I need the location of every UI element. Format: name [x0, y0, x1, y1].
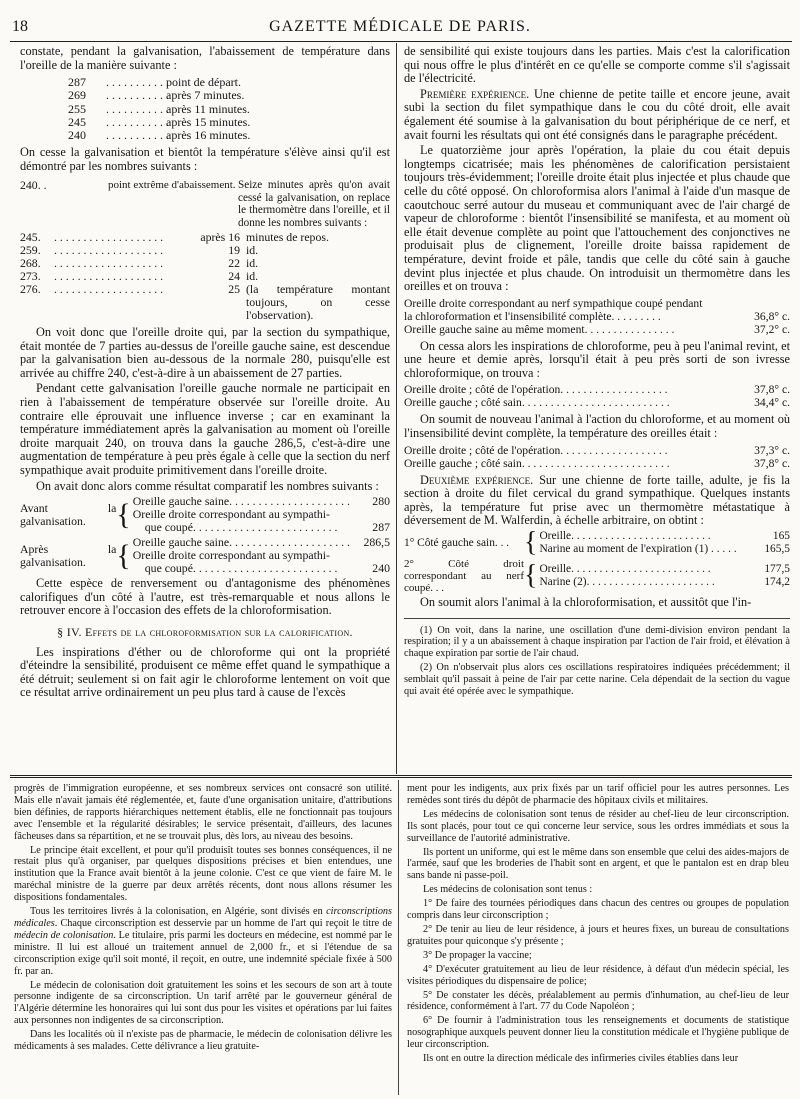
- table-row: 268. . . . . . . . . . . . . . . . . . . . 22 id.: [20, 256, 259, 271]
- bottom-right-column: [407, 783, 789, 1095]
- paragraph: constate, pendant la galvanisation, l'abaissement de température dans l'oreille de la manière suivante :: [20, 44, 390, 72]
- table-row: 273. . . . . . . . . . . . . . . . . . . . 24 id.: [20, 269, 259, 284]
- measurements-2: Oreille droite ; côté de l'opération. . . . . . . . . . . . . . . . . . . 37,8° c. Oreille gauche ; côté sain. . . . . . . . . . . . . . . . . . . . . . . . . . 34,4° c.: [404, 383, 790, 410]
- list-item: 3° De propager la vaccine;: [423, 949, 532, 961]
- paragraph: On soumit alors l'animal à la chloroformisation, et aussitôt que l'in-: [420, 595, 752, 610]
- temperature-table-galvanisation: [20, 76, 390, 142]
- list-item: 2° De tenir au lieu de leur résidence, à jours et heures fixes, un bureau de consultations gratuites pour quiconque s'y présente ;: [407, 923, 789, 947]
- paragraph: ment pour les indigents, aux prix fixés par un tarif officiel pour les autres personnes. Les remèdes sont tirés du dépôt de pharmacie des hôpitaux civils et militaires.: [407, 783, 789, 806]
- paragraph: On soumit de nouveau l'animal à l'action du chloroforme, et au moment où l'insensibilité devint complète, la température des oreilles était :: [404, 412, 790, 441]
- measurements-3: Oreille droite ; côté de l'opération. . . . . . . . . . . . . . . . . . . 37,3° c. Oreille gauche ; côté sain. . . . . . . . . . . . . . . . . . . . . . . . . . 37,8° c.: [404, 443, 790, 470]
- journal-title: GAZETTE MÉDICALE DE PARIS.: [269, 18, 531, 35]
- dog-left-measurements: 1° Côté gauche sain. . . { Oreille. . . . . . . . . . . . . . . . . . . . . . . . . 165 Narine au moment de l'expiration (1) . . . . . 165,5: [404, 527, 790, 559]
- paragraph: Tous les territoires livrés à la colonisation, en Algérie, sont divisés en circonscriptions médicales. Chaque circonscription est desservie par un homme de l'art qui reçoit le titre de médecin de colonisation. Le titulaire, pris parmi les docteurs en médecine, est nommé par le ministre. Il lui est alloué un traitement annuel de 2,000 fr., et si l'étendue de sa circonscription exige qu'il soit monté, il reçoit, en outre, une indemnité spéciale fixée à 500 fr. par an.: [14, 906, 392, 977]
- paragraph: Les médecins de colonisation sont tenus de résider au chef-lieu de leur circonscription. Ils sont placés, pour tout ce qui concerne leur service, sous les ordres immédiats et sous la surveillance de l'autorité administrative.: [407, 808, 789, 844]
- paragraph: Pendant cette galvanisation l'oreille gauche normale ne participait en rien à l'abaissement de température observée sur l'oreille droite. Au contraire elle éprouvait une influence inverse ; car en examinant la température immédiatement après la galvanisation au moment où l'oreille droite marquait 240, on trouva dans la gauche 286,5, c'est-à-dire une augmentation de température à peu près égale à celle que la section du nerf sympathique avait produite primitivement dans l'oreille droite.: [20, 381, 390, 477]
- dog-right-measurements: 2° Côté droit correspondant au nerf coupé. . . { Oreille. . . . . . . . . . . . . . . . . . . . . . . . . 177,5 Narine (2). . . . . . . . . . . . . . . . . . . . . . . 174,2: [404, 558, 790, 595]
- paragraph: On voit donc que l'oreille droite qui, par la section du sympathique, était montée de 7 parties au-dessus de l'oreille gauche saine, est descendue par la galvanisation bien au-dessous de la normale 280, puisqu'elle est arrivée au chiffre 240, c'est-à-dire à un abaissement de 27 parties.: [20, 325, 390, 380]
- bottom-left-column: [14, 783, 392, 1095]
- list-item: 1° De faire des tournées périodiques dans chacun des centres ou groupes de population compris dans leur circonscription ;: [407, 898, 789, 922]
- page-number: 18: [12, 18, 28, 35]
- column-divider: [396, 43, 397, 774]
- footnote-2: (2) On n'observait plus alors ces oscillations respiratoires indiquées précédemment; il semblait qu'il passait à peine de l'air par cette narine. Cela dépendait de la section du vague qui avait été opérée avec le sympathique.: [404, 662, 790, 697]
- paragraph: Les médecins de colonisation sont tenus :: [423, 884, 593, 896]
- list-item: 4° D'exécuter gratuitement au lieu de leur résidence, à défaut d'un médecin spécial, les visites périodiques du dispensaire de police;: [407, 963, 789, 987]
- paragraph: progrès de l'immigration européenne, et ses nombreux services ont consacré son utilité. Mais elle n'avait jamais été réglementée, et, faute d'une organisation unitaire, d'attributions bien définies, de rapports hiérarchiques nettement établis, elle ne fonctionnait pas toujours avec l'ensemble et la régularité désirables; le service présentait, d'ailleurs, des lacunes fâcheuses dans sa répartition, et ne se trouvait plus, dès lors, au niveau des besoins.: [14, 783, 392, 842]
- bottom-column-divider: [398, 780, 399, 1095]
- list-item: 5° De constater les décès, préalablement au permis d'inhumation, au chef-lieu de leur résidence, conformément à l'art. 77 du Code Napoléon ;: [407, 989, 789, 1013]
- section-heading: § IV. Effets de la chloroformisation sur la calorification.: [57, 624, 353, 639]
- table-row: 240 . . . . . . . . . . . après 16 minutes.: [68, 128, 251, 142]
- section-separator: [10, 775, 792, 778]
- comparison-after: Après la galvanisation. { Oreille gauche saine. . . . . . . . . . . . . . . . . . . . . 286,5 Oreille droite correspondant au sympathi- que coupé. . . . . . . . . . . . . . . . . . . . . . . . . 240: [20, 535, 390, 576]
- recovery-table-header: 240. . point extrême d'abaissement. Seize minutes après qu'on avait cessé la galvanisation, on replace le thermomètre dans l'oreille, et il donne les nombres suivants :: [20, 178, 390, 229]
- table-row: 255 . . . . . . . . . . . après 11 minutes.: [68, 101, 250, 116]
- table-row: 259. . . . . . . . . . . . . . . . . . . . 19 id.: [20, 243, 259, 258]
- experiment-2: Deuxième expérience. Sur une chienne de forte taille, adulte, je fis la section à droite du filet cervical du grand sympathique. Quelques instants après, la température fut prise avec un thermomètre métastatique à déversement de M. Walferdin, à échelle arbitraire, on obtint :: [404, 472, 790, 528]
- paragraph: de sensibilité qui existe toujours dans les parties. Mais c'est la calorification qui nous offre le plus d'intérêt en ce qu'elle se comporte comme s'il s'agissait de l'électricité.: [404, 44, 790, 86]
- right-column: [404, 45, 790, 773]
- comparison-before: Avant la galvanisation. { Oreille gauche saine. . . . . . . . . . . . . . . . . . . . . 280 Oreille droite correspondant au sympathi- que coupé. . . . . . . . . . . . . . . . . . . . . . . . . 287: [20, 494, 390, 535]
- header-rule: [10, 41, 792, 42]
- footnote-1: (1) On voit, dans la narine, une oscillation d'une demi-division environ pendant la respiration; il y a un abaissement à chaque inspiration par l'action de l'air froid, et élévation à chaque expiration par sortie de l'air chaud.: [404, 624, 790, 660]
- measurements-1: Oreille droite correspondant au nerf sympathique coupé pendant la chloroformation et l'insensibilité complète. . . . . . . . . 36,8° c. Oreille gauche saine au même moment. . . . . . . . . . . . . . . . 37,2° c.: [404, 296, 790, 336]
- paragraph: Cette espèce de renversement ou d'antagonisme des phénomènes calorifiques d'un côté à l'autre, est très-remarquable et nous allons le retrouver encore à l'occasion des effets de la chloroformisation.: [20, 576, 390, 618]
- table-row: 245 . . . . . . . . . . . après 15 minutes.: [68, 114, 251, 129]
- footnote-rule: [404, 618, 790, 619]
- table-row: 287 . . . . . . . . . . . point de départ.: [68, 75, 241, 90]
- table-row: 276. . . . . . . . . . . . . . . . . . . . 25 (la température montant toujours, on cesse l'observation).: [20, 282, 390, 323]
- left-column: [20, 45, 390, 773]
- paragraph: Ils ont en outre la direction médicale des infirmeries civiles établies dans leur: [423, 1053, 739, 1065]
- paragraph: On cessa alors les inspirations de chloroforme, peu à peu l'animal revint, et une heure et demie après, lorsqu'il était à peu près sorti de son ivresse chloroformique, on trouva :: [404, 338, 790, 380]
- paragraph: Le principe était excellent, et pour qu'il produisît toutes ses bonnes conséquences, il ne restait plus qu'à organiser, par quelques dispositions précises et bien entendues, une institution que la France avait bientôt à la jeune colonie. C'est ce que vient de faire M. le maréchal ministre de la guerre par deux arrêtés récents, dont nous allons résumer les dispositions fondamentales.: [14, 844, 392, 904]
- page-header: [0, 18, 800, 42]
- recovery-table: [20, 231, 390, 322]
- paragraph: Les inspirations d'éther ou de chloroforme qui ont la propriété d'éteindre la sensibilité, produisent ce même effet quand le sympathique a été détruit; seulement si on fait agir le chloroforme lentement on voit que ce résultat arrive ordinairement un peu plus tard à cause de l'excès: [20, 644, 390, 700]
- list-item: 6° De fournir à l'administration tous les renseignements et documents de statistique nosographique auxquels peuvent donner lieu la constitution médicale et l'hygiène publique de leur circonscription.: [407, 1015, 789, 1051]
- paragraph: Le médecin de colonisation doit gratuitement les soins et les secours de son art à toute personne indigente de sa circonscription. Un tarif arrêté par le gouverneur général de l'Algérie détermine les honoraires qui lui sont dus pour les visites et opérations par lui faites aux personnes non indigentes de sa circonscription.: [14, 979, 392, 1027]
- paragraph: Ils portent un uniforme, qui est le même dans son ensemble que celui des aides-majors de l'armée, sauf que les broderies de l'habit sont en argent, et que le pantalon est en drap bleu sans bande ni passe-poil.: [407, 846, 789, 882]
- paragraph: Dans les localités où il n'existe pas de pharmacie, le médecin de colonisation délivre les médicaments à ses malades. Cette délivrance a lieu gratuite-: [14, 1029, 392, 1053]
- table-row: 245. . . . . . . . . . . . . . . . . . . . après 16 minutes de repos.: [20, 230, 329, 245]
- paragraph: On cesse la galvanisation et bientôt la température s'élève ainsi qu'il est démontré par les nombres suivants :: [20, 145, 390, 173]
- paragraph: On avait donc alors comme résultat comparatif les nombres suivants :: [36, 478, 379, 493]
- table-row: 269 . . . . . . . . . . . après 7 minutes.: [68, 88, 245, 103]
- paragraph: Le quatorzième jour après l'opération, la plaie du cou était depuis longtemps cicatrisée; mais les phénomènes de calorification persistaient toujours très-évidemment; l'oreille droite était plus injectée et plus chaude que celle du côté opposé. On chloroformisa alors l'animal à l'aide d'un masque de caoutchouc serré autour du museau et communiquant avec de l'air chargé de vapeur de chloroforme : bientôt l'insensibilité se manifesta, et au moment où elle était devenue complète au point que l'attouchement des conjonctives ne produisait plus de clignement, l'oreille droite baissa rapidement de température, devint froide et pâle, tandis que celle du côté sain à gauche devint plus injectée et plus chaude. On introduisit un thermomètre dans les oreilles et on trouva :: [404, 143, 790, 294]
- experiment-1: Première expérience. Une chienne de petite taille et encore jeune, avait subi la section du filet sympathique dans le cou du côté droit, elle avait également été soumise à la galvanisation du bout périphérique de ce nerf, et avait fourni les résultats qui ont été consignés dans le paragraphe précédent.: [404, 86, 791, 142]
